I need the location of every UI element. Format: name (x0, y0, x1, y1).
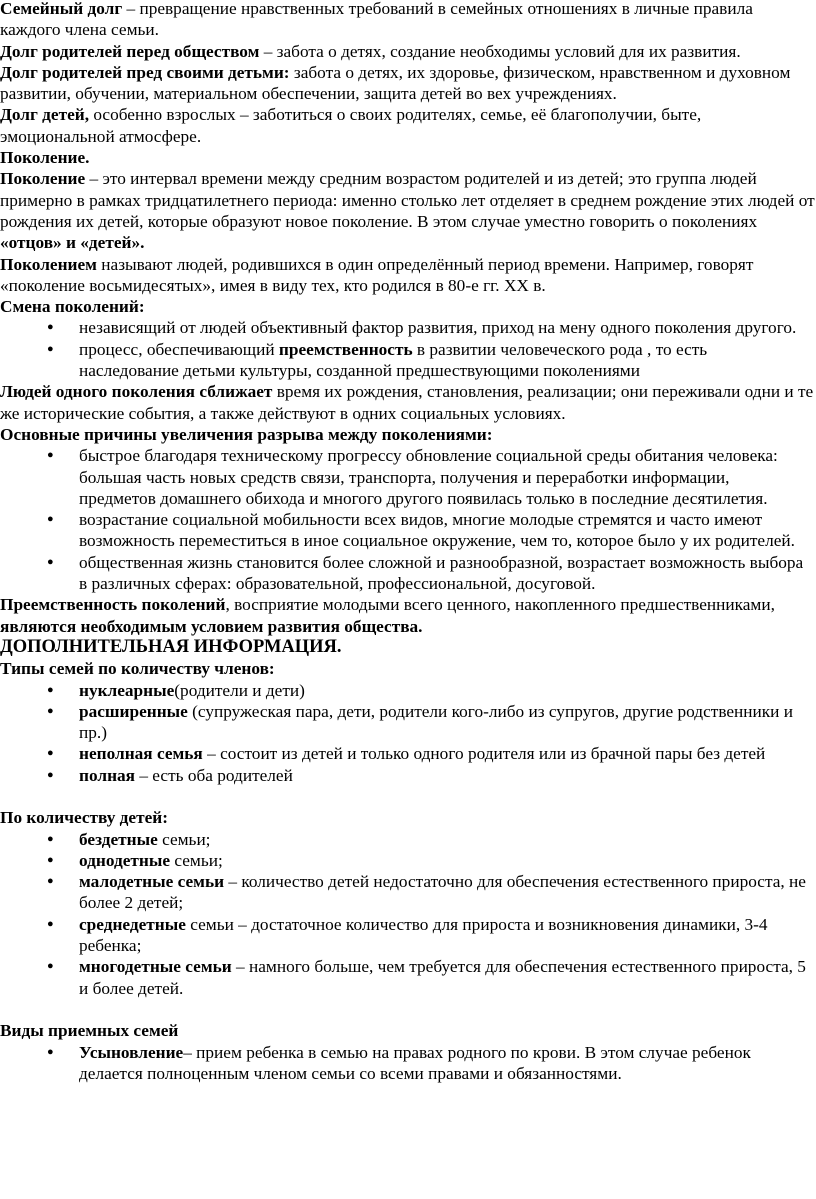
item-text: – количество детей недостаточно для обеспечения естественного прироста, не более 2 детей; (79, 872, 806, 913)
bullet-icon: ● (47, 960, 54, 973)
term: Долг детей, (0, 105, 90, 125)
item-text: семьи; (170, 850, 223, 870)
term-emphasis: «отцов» и «детей». (0, 233, 145, 253)
list-item (0, 701, 816, 744)
list-item (0, 1042, 816, 1085)
term: Семейный долг (0, 0, 123, 18)
list-item (0, 317, 816, 338)
paragraph-family-duty (0, 0, 816, 41)
paragraph-parents-children (0, 62, 816, 105)
bullet-icon: ● (47, 853, 54, 866)
item-term: бездетные (79, 829, 158, 849)
item-text: общественная жизнь становится более сложной и разнообразной, возрастает возможность выбора в различных сферах: образовательной, профессиональной, досуговой. (79, 552, 804, 594)
bullet-icon: ● (47, 342, 54, 355)
bullet-icon: ● (47, 917, 54, 930)
heading-reasons: Основные причины увеличения разрыва между поколениями: (0, 424, 493, 444)
item-text: процесс, обеспечивающий (79, 339, 279, 359)
definition: время их рождения, становления, реализации; они переживали одни и те же исторические события, а также действуют в одних социальных условиях. (0, 382, 814, 423)
item-text: семьи – достаточное количество для прироста и возникновения динамики, 3-4 ребенка; (79, 914, 768, 956)
spacer (0, 786, 816, 807)
bullet-icon: ● (47, 555, 54, 568)
paragraph-children-duty (0, 104, 816, 147)
definition: особенно взрослых – заботиться о своих родителях, семье, её благополучии, быте, эмоциональной атмосфере. (0, 105, 702, 146)
item-text: – намного больше, чем требуется для обеспечения естественного прироста, 5 и более детей. (79, 957, 806, 998)
bullet-icon: ● (47, 449, 54, 462)
heading-children-count: По количеству детей: (0, 808, 168, 828)
item-term: среднедетные (79, 914, 186, 934)
definition: , восприятие молодыми всего ценного, накопленного предшественниками, (225, 595, 775, 615)
list-item (0, 829, 816, 850)
term: Преемственность поколений (0, 595, 226, 615)
list-item (0, 743, 816, 764)
definition: называют людей, родившихся в один определённый период времени. Например, говорят «поколение восьмидесятых», имея в виду тех, кто родился в 80-е гг. XX в. (0, 254, 754, 295)
definition: – забота о детях, создание необходимы условий для их развития. (259, 41, 741, 61)
item-text: – есть оба родителей (135, 765, 293, 785)
list-item (0, 445, 816, 509)
heading-extra-info: ДОПОЛНИТЕЛЬНАЯ ИНФОРМАЦИЯ. (0, 636, 342, 657)
bullet-icon: ● (47, 683, 54, 696)
spacer (0, 999, 816, 1020)
bullet-icon: ● (47, 747, 54, 760)
item-term: многодетные семьи (79, 957, 232, 977)
list-children-count (0, 829, 816, 999)
list-item (0, 509, 816, 552)
term: Поколением (0, 254, 97, 274)
item-term: нуклеарные (79, 680, 175, 700)
bullet-icon: ● (47, 321, 54, 334)
term: Долг родителей перед обществом (0, 41, 260, 61)
list-item (0, 956, 816, 999)
paragraph-continuity (0, 594, 816, 637)
list-adoptive-families (0, 1042, 816, 1085)
bullet-icon: ● (47, 875, 54, 888)
item-term: Усыновление (79, 1042, 184, 1062)
heading-change: Смена поколений: (0, 297, 145, 317)
term: Поколение (0, 169, 86, 189)
heading-family-types: Типы семей по количеству членов: (0, 659, 275, 679)
item-term: полная (79, 765, 136, 785)
bullet-icon: ● (47, 513, 54, 526)
list-item (0, 914, 816, 957)
heading-adoptive-families: Виды приемных семей (0, 1021, 179, 1041)
paragraph-parents-society (0, 41, 816, 62)
item-text: семьи; (157, 829, 211, 849)
item-term: расширенные (79, 701, 188, 721)
definition: – это интервал времени между средним возрастом родителей и из детей; это группа людей примерно в рамках тридцатилетнего периода: именно столько лет отделяет в среднем рождение этих людей от рождения их детей, которые образуют новое поколение. В этом случае уместно говорить о поколениях (0, 169, 815, 231)
item-text: независящий от людей объективный фактор развития, приход на мену одного поколения другого. (79, 318, 797, 338)
item-term: неполная семья (79, 744, 203, 764)
list-item (0, 552, 816, 595)
bullet-icon: ● (47, 1045, 54, 1058)
paragraph-same-generation (0, 381, 816, 424)
paragraph-generation-2 (0, 254, 816, 297)
item-term: однодетные (79, 850, 171, 870)
list-item (0, 339, 816, 382)
item-text: возрастание социальной мобильности всех видов, многие молодые стремятся и часто имеют возможность переместиться в иное социальное окружение, чем то, которое было у их родителей. (79, 510, 795, 551)
definition: – превращение нравственных требований в семейных отношениях в личные правила каждого члена семьи. (0, 0, 753, 40)
bullet-icon: ● (47, 704, 54, 717)
list-change (0, 317, 816, 381)
term-emphasis: являются необходимым условием развития общества. (0, 616, 423, 636)
item-term: преемственность (278, 339, 413, 359)
list-family-types (0, 680, 816, 786)
list-item (0, 680, 816, 701)
item-text: – состоит из детей и только одного родителя или из брачной пары без детей (202, 744, 766, 764)
bullet-icon: ● (47, 768, 54, 781)
item-text: (родители и дети) (174, 680, 305, 700)
definition: забота о детях, их здоровье, физическом, нравственном и духовном развитии, обучении, материальном обеспечении, защита детей во вех учреждениях. (0, 62, 791, 104)
bullet-icon: ● (47, 832, 54, 845)
item-text: в развитии человеческого рода , то есть наследование детьми культуры, созданной предшествующими поколениями (79, 339, 708, 381)
item-text: – прием ребенка в семью на правах родного по крови. В этом случае ребенок делается полноценным членом семьи со всеми правами и обязанностями. (79, 1042, 751, 1083)
item-term: малодетные семьи (79, 872, 225, 892)
term: Людей одного поколения сближает (0, 382, 273, 402)
paragraph-generation (0, 168, 816, 253)
item-text: быстрое благодаря техническому прогрессу обновление социальной среды обитания человека: большая часть новых средств связи, транспорта, получения и переработки информации, предметов домашнего обихода и многого другого появилась только в последние десятилетия. (79, 446, 778, 508)
term: Долг родителей пред своими детьми: (0, 62, 290, 82)
item-text: (супружеская пара, дети, родители кого-либо из супругов, другие родственники и пр.) (79, 701, 793, 743)
list-item (0, 850, 816, 871)
list-item (0, 765, 816, 786)
heading-generation: Поколение. (0, 148, 90, 168)
list-item (0, 871, 816, 914)
list-reasons (0, 445, 816, 594)
